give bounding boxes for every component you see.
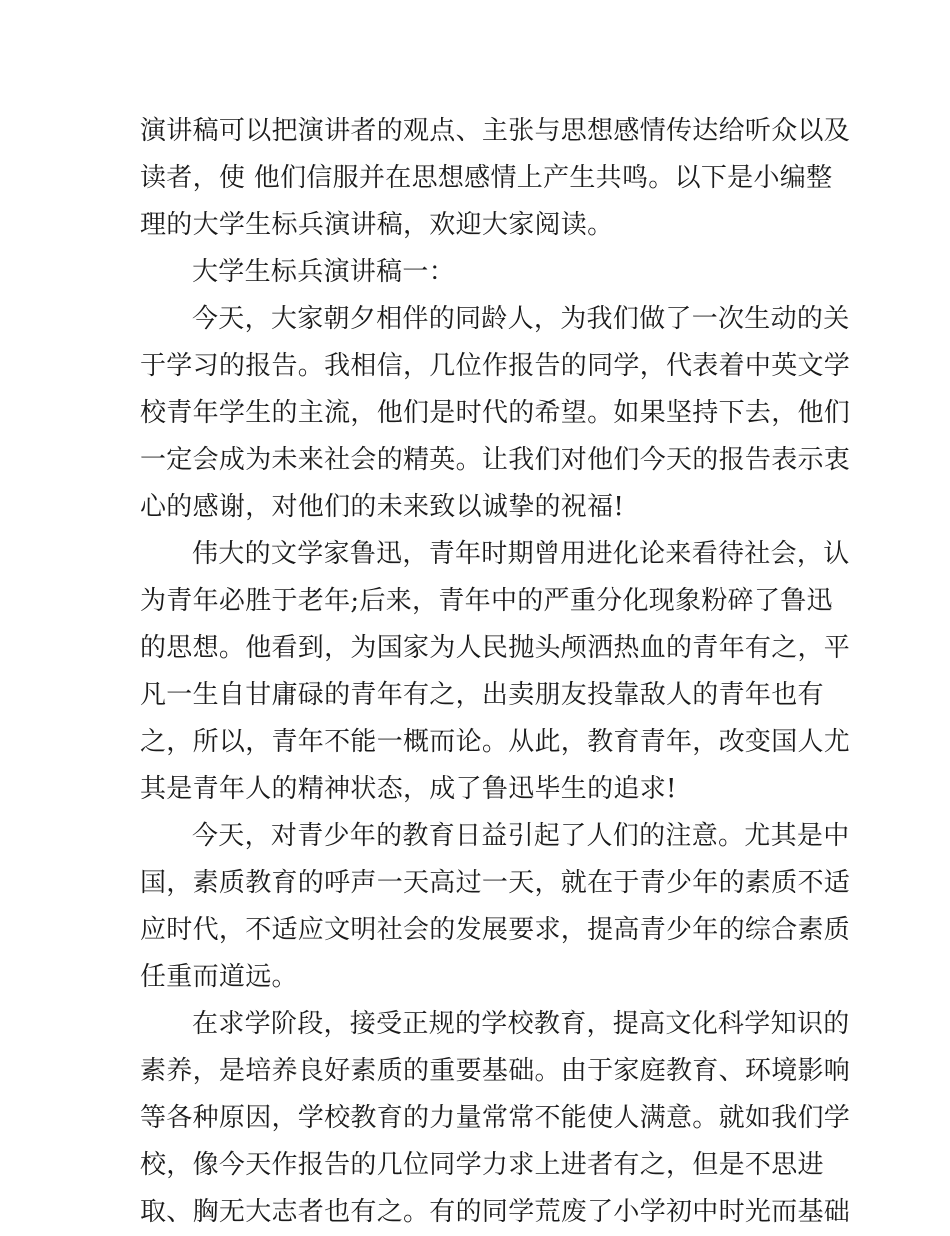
text-line: 国，素质教育的呼声一天高过一天，就在于青少年的素质不适	[140, 868, 851, 898]
text-line: 之，所以，青年不能一概而论。从此，教育青年，改变国人尤	[140, 727, 851, 757]
text-line: 演讲稿可以把演讲者的观点、主张与思想感情传达给听众以及	[140, 116, 851, 146]
text-line: 应时代，不适应文明社会的发展要求，提高青少年的综合素质	[140, 915, 851, 945]
text-line: 一定会成为未来社会的精英。让我们对他们今天的报告表示衷	[140, 445, 851, 475]
text-line: 今天，对青少年的教育日益引起了人们的注意。尤其是中	[192, 821, 850, 851]
document-page	[140, 108, 851, 1236]
text-line: 理的大学生标兵演讲稿，欢迎大家阅读。	[140, 210, 614, 240]
text-line: 伟大的文学家鲁迅，青年时期曾用进化论来看待社会，认	[192, 539, 850, 569]
text-line: 取、胸无大志者也有之。有的同学荒废了小学初中时光而基础	[140, 1197, 851, 1227]
text-line: 今天，大家朝夕相伴的同龄人，为我们做了一次生动的关	[192, 304, 850, 334]
text-line: 校青年学生的主流，他们是时代的希望。如果坚持下去，他们	[140, 398, 851, 428]
text-line: 在求学阶段，接受正规的学校教育，提高文化科学知识的	[192, 1009, 850, 1039]
text-line: 校，像今天作报告的几位同学力求上进者有之，但是不思进	[140, 1150, 824, 1180]
text-line: 凡一生自甘庸碌的青年有之，出卖朋友投靠敌人的青年也有	[140, 680, 824, 710]
text-line: 素养，是培养良好素质的重要基础。由于家庭教育、环境影响	[140, 1056, 851, 1086]
text-line: 其是青年人的精神状态，成了鲁迅毕生的追求!	[140, 774, 677, 804]
text-line: 的思想。他看到，为国家为人民抛头颅洒热血的青年有之，平	[140, 633, 851, 663]
text-line: 任重而道远。	[140, 962, 298, 992]
text-line: 读者，使 他们信服并在思想感情上产生共鸣。以下是小编整	[140, 163, 833, 193]
text-line: 大学生标兵演讲稿一：	[192, 257, 456, 287]
text-line: 心的感谢，对他们的未来致以诚挚的祝福!	[140, 492, 625, 522]
text-line: 等各种原因，学校教育的力量常常不能使人满意。就如我们学	[140, 1103, 851, 1133]
text-line: 为青年必胜于老年;后来，青年中的严重分化现象粉碎了鲁迅	[140, 586, 833, 616]
text-line: 于学习的报告。我相信，几位作报告的同学，代表着中英文学	[140, 351, 851, 381]
